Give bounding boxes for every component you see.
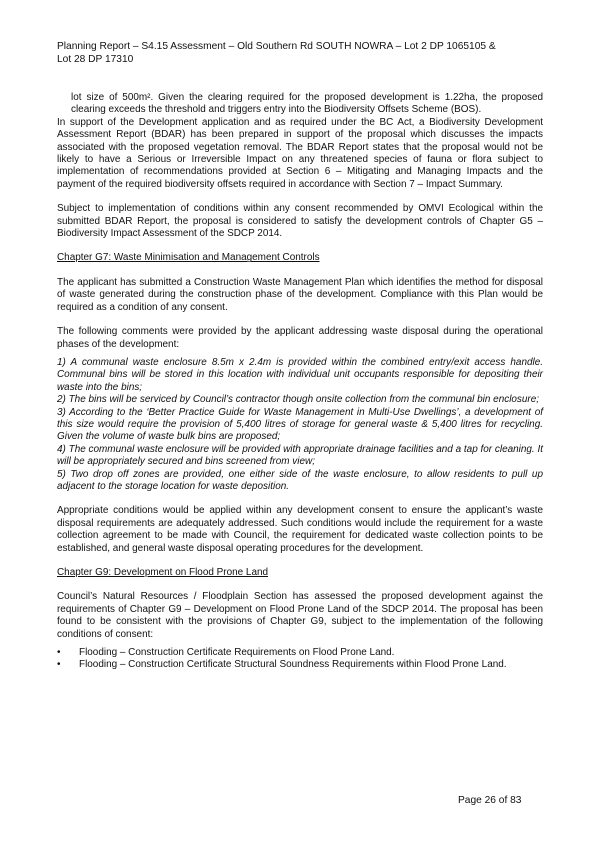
header-line-1: Planning Report – S4.15 Assessment – Old Southern Rd SOUTH NOWRA – Lot 2 DP 1065105 &	[57, 41, 496, 52]
page-number: Page 26 of 83	[458, 795, 522, 806]
waste-comment-1: 1) A communal waste enclosure 8.5m x 2.4m is provided within the combined entry/exit access handle. Communal bins will be stored in this location with individual unit occupants responsible for depositing their waste into the bins;	[57, 356, 543, 393]
list-item	[57, 647, 543, 659]
header-line-2: Lot 28 DP 17310	[57, 54, 134, 65]
bullet-icon: •	[57, 659, 61, 671]
g9-paragraph-1: Council’s Natural Resources / Floodplain Section has assessed the proposed development against the requirements of Chapter G9 – Development on Flood Prone Land of the SDCP 2014. The proposal has been found to be consistent with the provisions of Chapter G9, subject to the implementation of the following conditions of consent:	[57, 591, 543, 640]
section-heading-g9: Chapter G9: Development on Flood Prone Land	[57, 567, 269, 578]
continuation-paragraph: lot size of 500m². Given the clearing required for the proposed development is 1.22ha, the proposed clearing exceeds the threshold and triggers entry into the Biodiversity Offsets Scheme (BOS).	[71, 92, 543, 116]
page-header	[57, 40, 547, 66]
g7-paragraph-1: The applicant has submitted a Construction Waste Management Plan which identifies the method for disposal of waste generated during the construction phase of the development. Compliance with this Plan would be required as a condition of any consent.	[57, 276, 543, 313]
conditions-paragraph: Subject to implementation of conditions within any consent recommended by OMVI Ecological within the submitted BDAR Report, the proposal is considered to satisfy the development controls of Chapter G5 – Biodiversity Impact Assessment of the SDCP 2014.	[57, 203, 543, 240]
list-item	[57, 659, 543, 671]
list-item-text: Flooding – Construction Certificate Structural Soundness Requirements within Flood Prone Land.	[79, 659, 507, 671]
g7-paragraph-3: Appropriate conditions would be applied within any development consent to ensure the applicant’s waste disposal requirements are adequately addressed. Such conditions would include the requirement for a waste collection agreement to be made with Council, the requirement for dedicated waste collection points to be established, and general waste disposal operating procedures for the development.	[57, 505, 543, 554]
waste-comments-list	[57, 357, 543, 493]
bullet-icon: •	[57, 647, 61, 659]
section-heading-g7: Chapter G7: Waste Minimisation and Management Controls	[57, 252, 320, 264]
page-body	[57, 92, 543, 672]
waste-comment-5: 5) Two drop off zones are provided, one either side of the waste enclosure, to allow residents to pull up adjacent to the storage location for waste deposition.	[57, 468, 543, 492]
waste-comment-4: 4) The communal waste enclosure will be provided with appropriate drainage facilities and a tap for cleaning. It will be appropriately secured and bins screened from view;	[57, 443, 543, 468]
bdar-paragraph: In support of the Development application and as required under the BC Act, a Biodiversity Development Assessment Report (BDAR) has been prepared in support of the proposal which discusses the impacts associated with the proposed vegetation removal. The BDAR Report states that the proposal would not be likely to have a Serious or Irreversible Impact on any threatened species of fauna or flora subject to implementation of recommendations provided at Section 6 – Mitigating and Managing Impacts and the payment of the required biodiversity offsets required in accordance with Section 7 – Impact Summary.	[57, 116, 543, 190]
flood-conditions-list	[57, 647, 543, 672]
g7-paragraph-2: The following comments were provided by the applicant addressing waste disposal during the operational phases of the development:	[57, 326, 543, 350]
list-item-text: Flooding – Construction Certificate Requirements on Flood Prone Land.	[79, 647, 395, 659]
waste-comment-3: 3) According to the ‘Better Practice Guide for Waste Management in Multi-Use Dwellings’, a development of this size would require the provision of 5,400 litres of storage for general waste & 5,400 litres for recycling. Given the volume of waste bulk bins are proposed;	[57, 406, 543, 443]
waste-comment-2: 2) The bins will be serviced by Council’s contractor though onsite collection from the communal bin enclosure;	[57, 394, 540, 406]
